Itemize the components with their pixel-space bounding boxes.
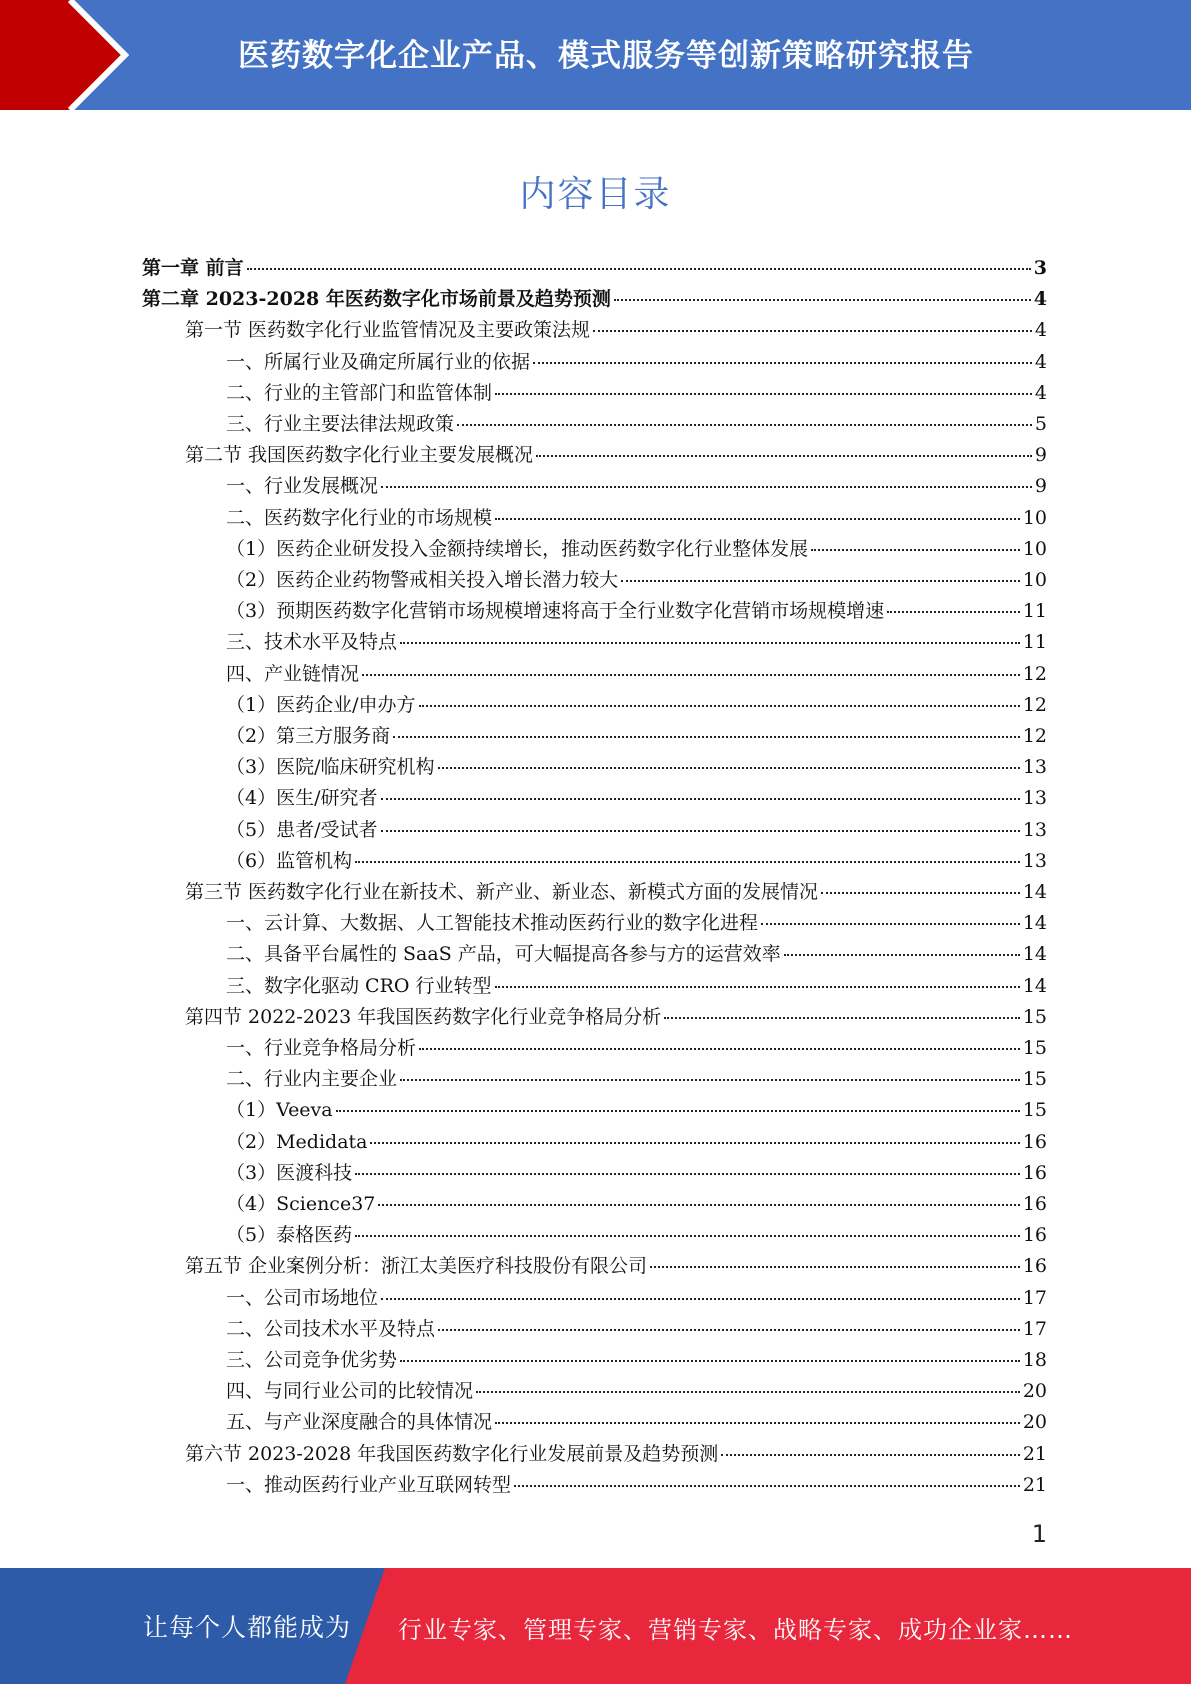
toc-entry[interactable]: [226, 847, 1047, 875]
toc-entry[interactable]: [226, 1221, 1047, 1249]
toc-entry[interactable]: [226, 597, 1047, 625]
toc-entry[interactable]: [226, 1377, 1047, 1405]
toc-dot-leader: [400, 641, 1020, 644]
toc-entry-page: 9: [1034, 444, 1047, 467]
toc-dot-leader: [495, 392, 1032, 395]
toc-entry-page: 17: [1022, 1317, 1047, 1340]
toc-entry[interactable]: [226, 722, 1047, 750]
toc-entry-page: 15: [1022, 1037, 1047, 1059]
toc-entry[interactable]: [226, 1065, 1047, 1093]
toc-dot-leader: [381, 797, 1020, 800]
footer-slogan-left: 让每个人都能成为: [143, 1613, 352, 1642]
toc-dot-leader: [650, 1265, 1020, 1268]
toc-entry[interactable]: [226, 1096, 1047, 1124]
toc-entry[interactable]: [226, 691, 1047, 719]
toc-entry-page: 12: [1022, 725, 1047, 747]
toc-dot-leader: [761, 922, 1020, 925]
toc-entry[interactable]: [142, 254, 1047, 282]
toc-entry-page: 13: [1022, 849, 1047, 872]
toc-dot-leader: [378, 1203, 1019, 1206]
toc-entry-title: 第二章 2023-2028 年医药数字化市场前景及趋势预测: [142, 288, 611, 311]
toc-entry-title: （3）医院/临床研究机构: [226, 756, 435, 779]
toc-dot-leader: [593, 329, 1032, 332]
toc-entry-title: （4）Science37: [226, 1193, 376, 1215]
toc-entry-title: 二、具备平台属性的 SaaS 产品，可大幅提高各参与方的运营效率: [226, 943, 781, 966]
toc-entry-page: 5: [1034, 413, 1047, 435]
toc-entry[interactable]: [226, 940, 1047, 968]
toc-entry-title: 二、公司技术水平及特点: [226, 1317, 436, 1340]
toc-dot-leader: [381, 1297, 1020, 1300]
toc-dot-leader: [664, 1016, 1020, 1019]
toc-dot-leader: [495, 517, 1020, 520]
toc-entry-title: （3）医渡科技: [226, 1161, 353, 1184]
toc-entry-title: 一、所属行业及确定所属行业的依据: [226, 350, 531, 373]
toc-entry-page: 18: [1022, 1349, 1047, 1371]
toc-dot-leader: [362, 673, 1020, 676]
toc-entry[interactable]: [226, 379, 1047, 407]
toc-entry-title: 一、云计算、大数据、人工智能技术推动医药行业的数字化进程: [226, 912, 759, 935]
toc-dot-leader: [336, 1109, 1020, 1112]
toc-heading: 内容目录: [519, 174, 672, 215]
toc-dot-leader: [419, 704, 1020, 707]
page-header: [0, 0, 1191, 110]
toc-entry-title: 四、产业链情况: [226, 662, 360, 685]
toc-entry-title: 三、数字化驱动 CRO 行业转型: [226, 974, 492, 997]
toc-entry[interactable]: [226, 1190, 1047, 1218]
toc-entry-page: 4: [1034, 381, 1047, 404]
toc-entry-title: 第一章 前言: [142, 257, 244, 279]
toc-dot-leader: [381, 829, 1020, 832]
toc-entry[interactable]: [142, 285, 1047, 313]
toc-entry-page: 9: [1034, 475, 1047, 498]
toc-dot-leader: [370, 1141, 1019, 1144]
toc-dot-leader: [476, 1390, 1020, 1393]
toc-entry[interactable]: [226, 628, 1047, 656]
toc-dot-leader: [887, 610, 1020, 613]
toc-dot-leader: [514, 1484, 1020, 1487]
toc-entry-page: 16: [1022, 1130, 1047, 1153]
toc-dot-leader: [495, 1421, 1020, 1424]
toc-entry-page: 14: [1022, 943, 1047, 966]
toc-entry-page: 14: [1022, 881, 1047, 903]
toc-entry-title: 一、行业发展概况: [226, 475, 379, 498]
toc-entry[interactable]: [185, 1252, 1047, 1280]
toc-entry-page: 21: [1022, 1473, 1047, 1496]
toc-entry-page: 14: [1022, 912, 1047, 935]
report-title: 医药数字化企业产品、模式服务等创新策略研究报告: [238, 38, 974, 74]
toc-entry-title: 第六节 2023-2028 年我国医药数字化行业发展前景及趋势预测: [185, 1442, 719, 1465]
toc-entry[interactable]: [226, 1315, 1047, 1343]
toc-dot-leader: [457, 423, 1032, 426]
toc-entry-page: 13: [1022, 818, 1047, 841]
toc-entry[interactable]: [226, 1346, 1047, 1374]
toc-entry-page: 12: [1022, 662, 1047, 685]
toc-dot-leader: [355, 1172, 1020, 1175]
toc-entry-page: 17: [1022, 1286, 1047, 1309]
toc-dot-leader: [721, 1453, 1020, 1456]
toc-entry-title: 二、行业内主要企业: [226, 1068, 398, 1091]
toc-entry-title: 第一节 医药数字化行业监管情况及主要政策法规: [185, 319, 591, 342]
toc-dot-leader: [614, 298, 1031, 301]
toc-entry[interactable]: [226, 660, 1047, 688]
toc-entry-page: 11: [1022, 631, 1047, 654]
toc-entry[interactable]: [226, 348, 1047, 376]
toc-entry-title: 五、与产业深度融合的具体情况: [226, 1411, 493, 1434]
toc-entry-page: 4: [1034, 350, 1047, 373]
toc-dot-leader: [821, 891, 1020, 894]
toc-entry-title: （1）医药企业研发投入金额持续增长，推动医药数字化行业整体发展: [226, 537, 809, 560]
toc-entry[interactable]: [185, 878, 1047, 906]
toc-dot-leader: [355, 860, 1020, 863]
toc-entry-title: （6）监管机构: [226, 849, 353, 872]
toc-entry[interactable]: [226, 566, 1047, 594]
toc-entry-page: 20: [1022, 1380, 1047, 1403]
toc-entry-title: 四、与同行业公司的比较情况: [226, 1380, 474, 1403]
toc-entry[interactable]: [185, 316, 1047, 344]
toc-dot-leader: [393, 735, 1020, 738]
toc-dot-leader: [811, 548, 1020, 551]
toc-entry-title: 一、行业竞争格局分析: [226, 1037, 417, 1059]
toc-entry-title: 三、行业主要法律法规政策: [226, 413, 455, 435]
toc-dot-leader: [438, 766, 1020, 769]
toc-entry[interactable]: [185, 1440, 1047, 1468]
toc-entry-title: （5）患者/受试者: [226, 818, 378, 841]
toc-entry-page: 13: [1022, 787, 1047, 810]
toc-entry[interactable]: [226, 1284, 1047, 1312]
toc-dot-leader: [381, 485, 1032, 488]
toc-entry-page: 15: [1022, 1099, 1047, 1122]
page-number: 1: [1031, 1520, 1047, 1548]
toc-entry-page: 16: [1022, 1193, 1047, 1215]
toc-dot-leader: [495, 985, 1020, 988]
toc-entry[interactable]: [226, 1159, 1047, 1187]
toc-entry[interactable]: [226, 1471, 1047, 1499]
toc-entry-page: 13: [1022, 756, 1047, 779]
toc-entry-title: （5）泰格医药: [226, 1224, 353, 1247]
toc-dot-leader: [247, 267, 1031, 270]
page-footer: [0, 1568, 1191, 1684]
toc-entry-page: 16: [1022, 1255, 1047, 1278]
toc-entry-title: （1）医药企业/申办方: [226, 693, 416, 716]
toc-entry-title: （4）医生/研究者: [226, 787, 378, 810]
toc-entry-page: 10: [1022, 537, 1047, 560]
toc-entry-page: 15: [1022, 1005, 1047, 1028]
toc-dot-leader: [400, 1359, 1020, 1362]
toc-entry[interactable]: [226, 535, 1047, 563]
toc-entry-title: 第三节 医药数字化行业在新技术、新产业、新业态、新模式方面的发展情况: [185, 881, 819, 903]
toc-dot-leader: [419, 1047, 1020, 1050]
toc-entry-page: 10: [1022, 506, 1047, 529]
toc-entry-title: 一、公司市场地位: [226, 1286, 379, 1309]
toc-entry-page: 12: [1022, 693, 1047, 716]
footer-slogan-right: 行业专家、管理专家、营销专家、战略专家、成功企业家……: [398, 1616, 1073, 1644]
toc-entry-title: （2）第三方服务商: [226, 725, 391, 747]
toc-entry-title: 第四节 2022-2023 年我国医药数字化行业竞争格局分析: [185, 1005, 662, 1028]
toc-entry[interactable]: [226, 472, 1047, 500]
toc-entry-title: （1）Veeva: [226, 1099, 333, 1122]
toc-entry[interactable]: [226, 909, 1047, 937]
toc-entry[interactable]: [185, 1003, 1047, 1031]
toc-dot-leader: [400, 1078, 1020, 1081]
toc-entry-page: 11: [1022, 600, 1047, 623]
toc-entry-title: 二、医药数字化行业的市场规模: [226, 506, 493, 529]
toc-entry-page: 16: [1022, 1161, 1047, 1184]
toc-entry-page: 14: [1022, 974, 1047, 997]
toc-entry-page: 16: [1022, 1224, 1047, 1247]
toc-entry[interactable]: [226, 972, 1047, 1000]
toc-dot-leader: [355, 1234, 1020, 1237]
toc-entry-page: 3: [1033, 257, 1047, 279]
toc-dot-leader: [438, 1328, 1020, 1331]
toc-entry-page: 21: [1022, 1442, 1047, 1465]
header-arrow-decoration: [0, 0, 160, 110]
toc-entry-title: 三、公司竞争优劣势: [226, 1349, 398, 1371]
toc-entry[interactable]: [226, 753, 1047, 781]
toc-entry-title: 第五节 企业案例分析：浙江太美医疗科技股份有限公司: [185, 1255, 648, 1278]
toc-dot-leader: [784, 953, 1020, 956]
toc-dot-leader: [533, 361, 1032, 364]
toc-entry-title: （2）医药企业药物警戒相关投入增长潜力较大: [226, 569, 619, 591]
toc-entry-page: 4: [1033, 288, 1047, 311]
toc-entry-title: 第二节 我国医药数字化行业主要发展概况: [185, 444, 534, 467]
toc-entry-title: 二、行业的主管部门和监管体制: [226, 381, 493, 404]
toc-entry[interactable]: [226, 1034, 1047, 1062]
toc-entry[interactable]: [226, 1128, 1047, 1156]
toc-entry[interactable]: [226, 410, 1047, 438]
toc-entry-page: 4: [1034, 319, 1047, 342]
toc-entry-title: （2）Medidata: [226, 1130, 368, 1153]
toc-entry-page: 10: [1022, 569, 1047, 591]
toc-entry-page: 15: [1022, 1068, 1047, 1091]
toc-entry-title: （3）预期医药数字化营销市场规模增速将高于全行业数字化营销市场规模增速: [226, 600, 885, 623]
toc-dot-leader: [536, 454, 1032, 457]
toc-entry[interactable]: [226, 504, 1047, 532]
toc-dot-leader: [621, 579, 1020, 582]
toc-entry[interactable]: [185, 441, 1047, 469]
toc-entry-title: 一、推动医药行业产业互联网转型: [226, 1473, 512, 1496]
toc-entry[interactable]: [226, 816, 1047, 844]
toc-entry-title: 三、技术水平及特点: [226, 631, 398, 654]
toc-entry-page: 20: [1022, 1411, 1047, 1434]
toc-entry[interactable]: [226, 784, 1047, 812]
toc-entry[interactable]: [226, 1408, 1047, 1436]
